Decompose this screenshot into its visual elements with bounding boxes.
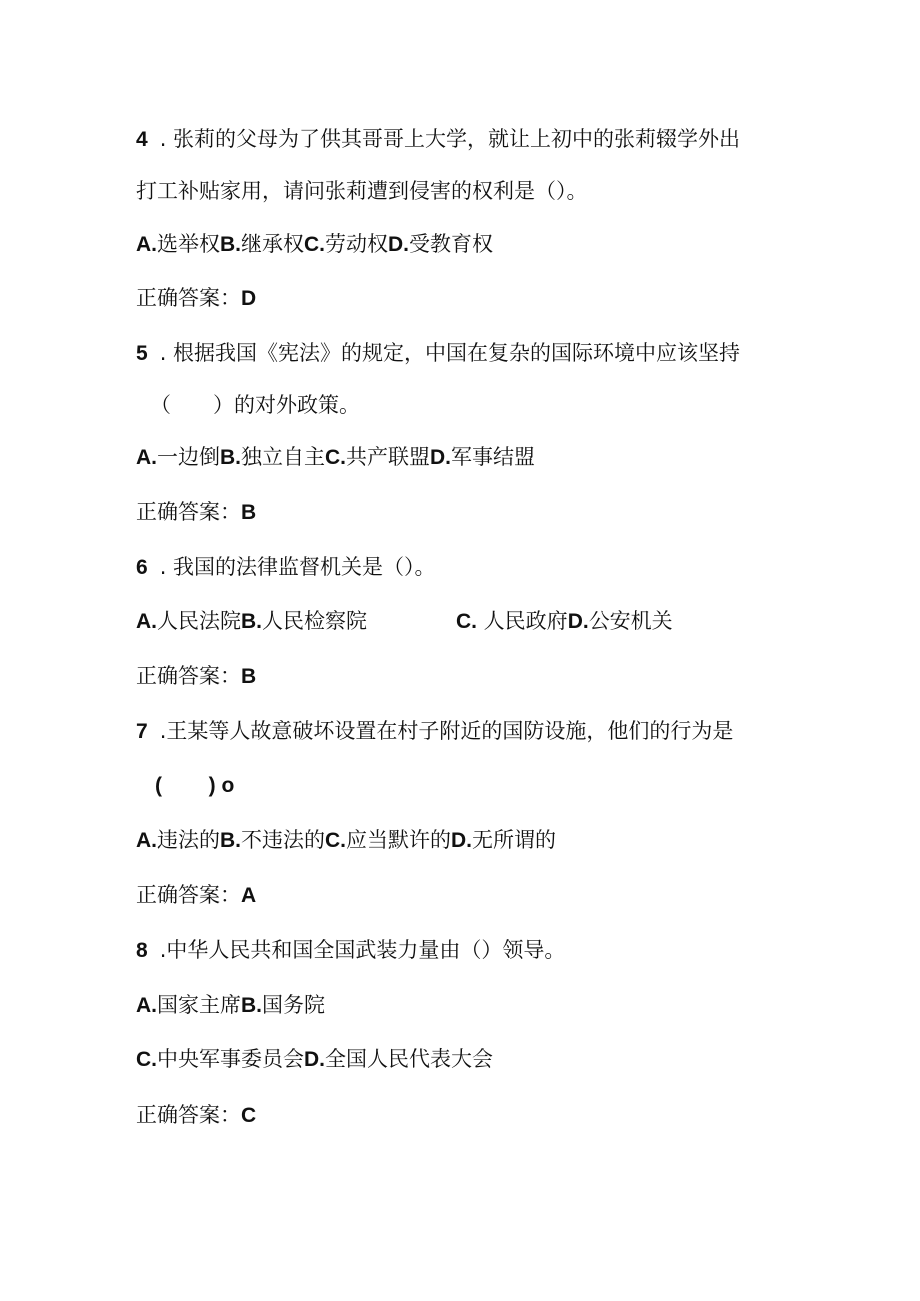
option-a-text: 人民法院 xyxy=(157,609,241,633)
option-b-text: 人民检察院 xyxy=(262,609,367,633)
question-number: 6 xyxy=(136,556,148,579)
option-b-letter: B. xyxy=(241,610,262,633)
option-b-text: 继承权 xyxy=(241,232,304,256)
option-c-text: 中央军事委员会 xyxy=(157,1047,304,1071)
option-a-letter: A. xyxy=(136,994,157,1017)
answer-label: 正确答案： xyxy=(136,1103,241,1127)
option-d-letter: D. xyxy=(304,1048,325,1071)
answer-label: 正确答案： xyxy=(136,500,241,524)
answer-value: B xyxy=(241,665,257,688)
option-d-text: 军事结盟 xyxy=(451,445,535,469)
question-7-answer xyxy=(136,880,256,911)
option-a-letter: A. xyxy=(136,233,157,256)
answer-value: A xyxy=(241,884,257,907)
question-text: . 根据我国《宪法》的规定，中国在复杂的国际环境中应该坚持 xyxy=(159,341,741,365)
option-b-letter: B. xyxy=(220,446,241,469)
option-a-letter: A. xyxy=(136,829,157,852)
option-d-text: 无所谓的 xyxy=(472,828,556,852)
option-b-text: 独立自主 xyxy=(241,445,325,469)
option-c-letter: C. xyxy=(304,233,325,256)
question-8-answer xyxy=(136,1100,256,1131)
question-text: .王某等人故意破坏设置在村子附近的国防设施，他们的行为是 xyxy=(159,719,734,743)
question-text: .中华人民共和国全国武装力量由（）领导。 xyxy=(159,938,566,962)
question-8-options-line2 xyxy=(136,1044,493,1075)
option-c-text: 共产联盟 xyxy=(346,445,430,469)
question-number: 4 xyxy=(136,128,148,151)
answer-value: C xyxy=(241,1104,257,1127)
option-d-text: 受教育权 xyxy=(409,232,493,256)
option-b-letter: B. xyxy=(220,233,241,256)
question-number: 5 xyxy=(136,342,148,365)
option-c-letter: C. xyxy=(136,1048,157,1071)
question-6-options-cont xyxy=(456,606,673,637)
question-6-stem-line1 xyxy=(136,552,436,583)
option-a-text: 国家主席 xyxy=(157,993,241,1017)
question-4-answer xyxy=(136,283,256,314)
question-8-stem-line1 xyxy=(136,935,565,966)
option-d-text: 全国人民代表大会 xyxy=(325,1047,493,1071)
option-a-letter: A. xyxy=(136,446,157,469)
option-c-letter: C. xyxy=(325,829,346,852)
question-7-stem-line2: ( ) o xyxy=(155,774,235,797)
option-c-text: 劳动权 xyxy=(325,232,388,256)
question-5-answer xyxy=(136,497,256,528)
question-8-options-line1 xyxy=(136,990,325,1021)
option-c-text: 应当默许的 xyxy=(346,828,451,852)
option-c-letter: C. xyxy=(325,446,346,469)
option-b-text: 国务院 xyxy=(262,993,325,1017)
option-d-letter: D. xyxy=(567,610,589,633)
option-a-text: 违法的 xyxy=(157,828,220,852)
question-4-stem-line1 xyxy=(136,124,740,155)
option-d-letter: D. xyxy=(451,829,472,852)
option-a-letter: A. xyxy=(136,610,157,633)
question-6-options xyxy=(136,606,367,637)
question-number: 8 xyxy=(136,939,148,962)
question-7-options xyxy=(136,825,556,856)
question-5-stem-line1 xyxy=(136,338,740,369)
option-a-text: 选举权 xyxy=(157,232,220,256)
option-b-letter: B. xyxy=(241,994,262,1017)
question-6-answer xyxy=(136,661,256,692)
option-a-text: 一边倒 xyxy=(157,445,220,469)
answer-label: 正确答案： xyxy=(136,664,241,688)
answer-value: B xyxy=(241,501,257,524)
question-4-stem-line2: 打工补贴家用，请问张莉遭到侵害的权利是（）。 xyxy=(136,179,588,203)
answer-label: 正确答案： xyxy=(136,286,241,310)
question-5-options xyxy=(136,442,535,473)
option-b-letter: B. xyxy=(220,829,241,852)
question-5-stem-line2: （ ）的对外政策。 xyxy=(150,393,360,417)
option-d-letter: D. xyxy=(388,233,409,256)
option-b-text: 不违法的 xyxy=(241,828,325,852)
question-text: . 我国的法律监督机关是（）。 xyxy=(159,555,436,579)
question-number: 7 xyxy=(136,720,148,743)
option-d-letter: D. xyxy=(430,446,451,469)
option-c-letter: C. xyxy=(456,610,477,633)
question-4-options xyxy=(136,229,493,260)
answer-value: D xyxy=(241,287,257,310)
option-d-text: 公安机关 xyxy=(588,609,673,633)
question-7-stem-line1 xyxy=(136,716,733,747)
answer-label: 正确答案： xyxy=(136,883,241,907)
option-c-text: 人民政府 xyxy=(477,609,568,633)
question-text: . 张莉的父母为了供其哥哥上大学，就让上初中的张莉辍学外出 xyxy=(159,127,741,151)
